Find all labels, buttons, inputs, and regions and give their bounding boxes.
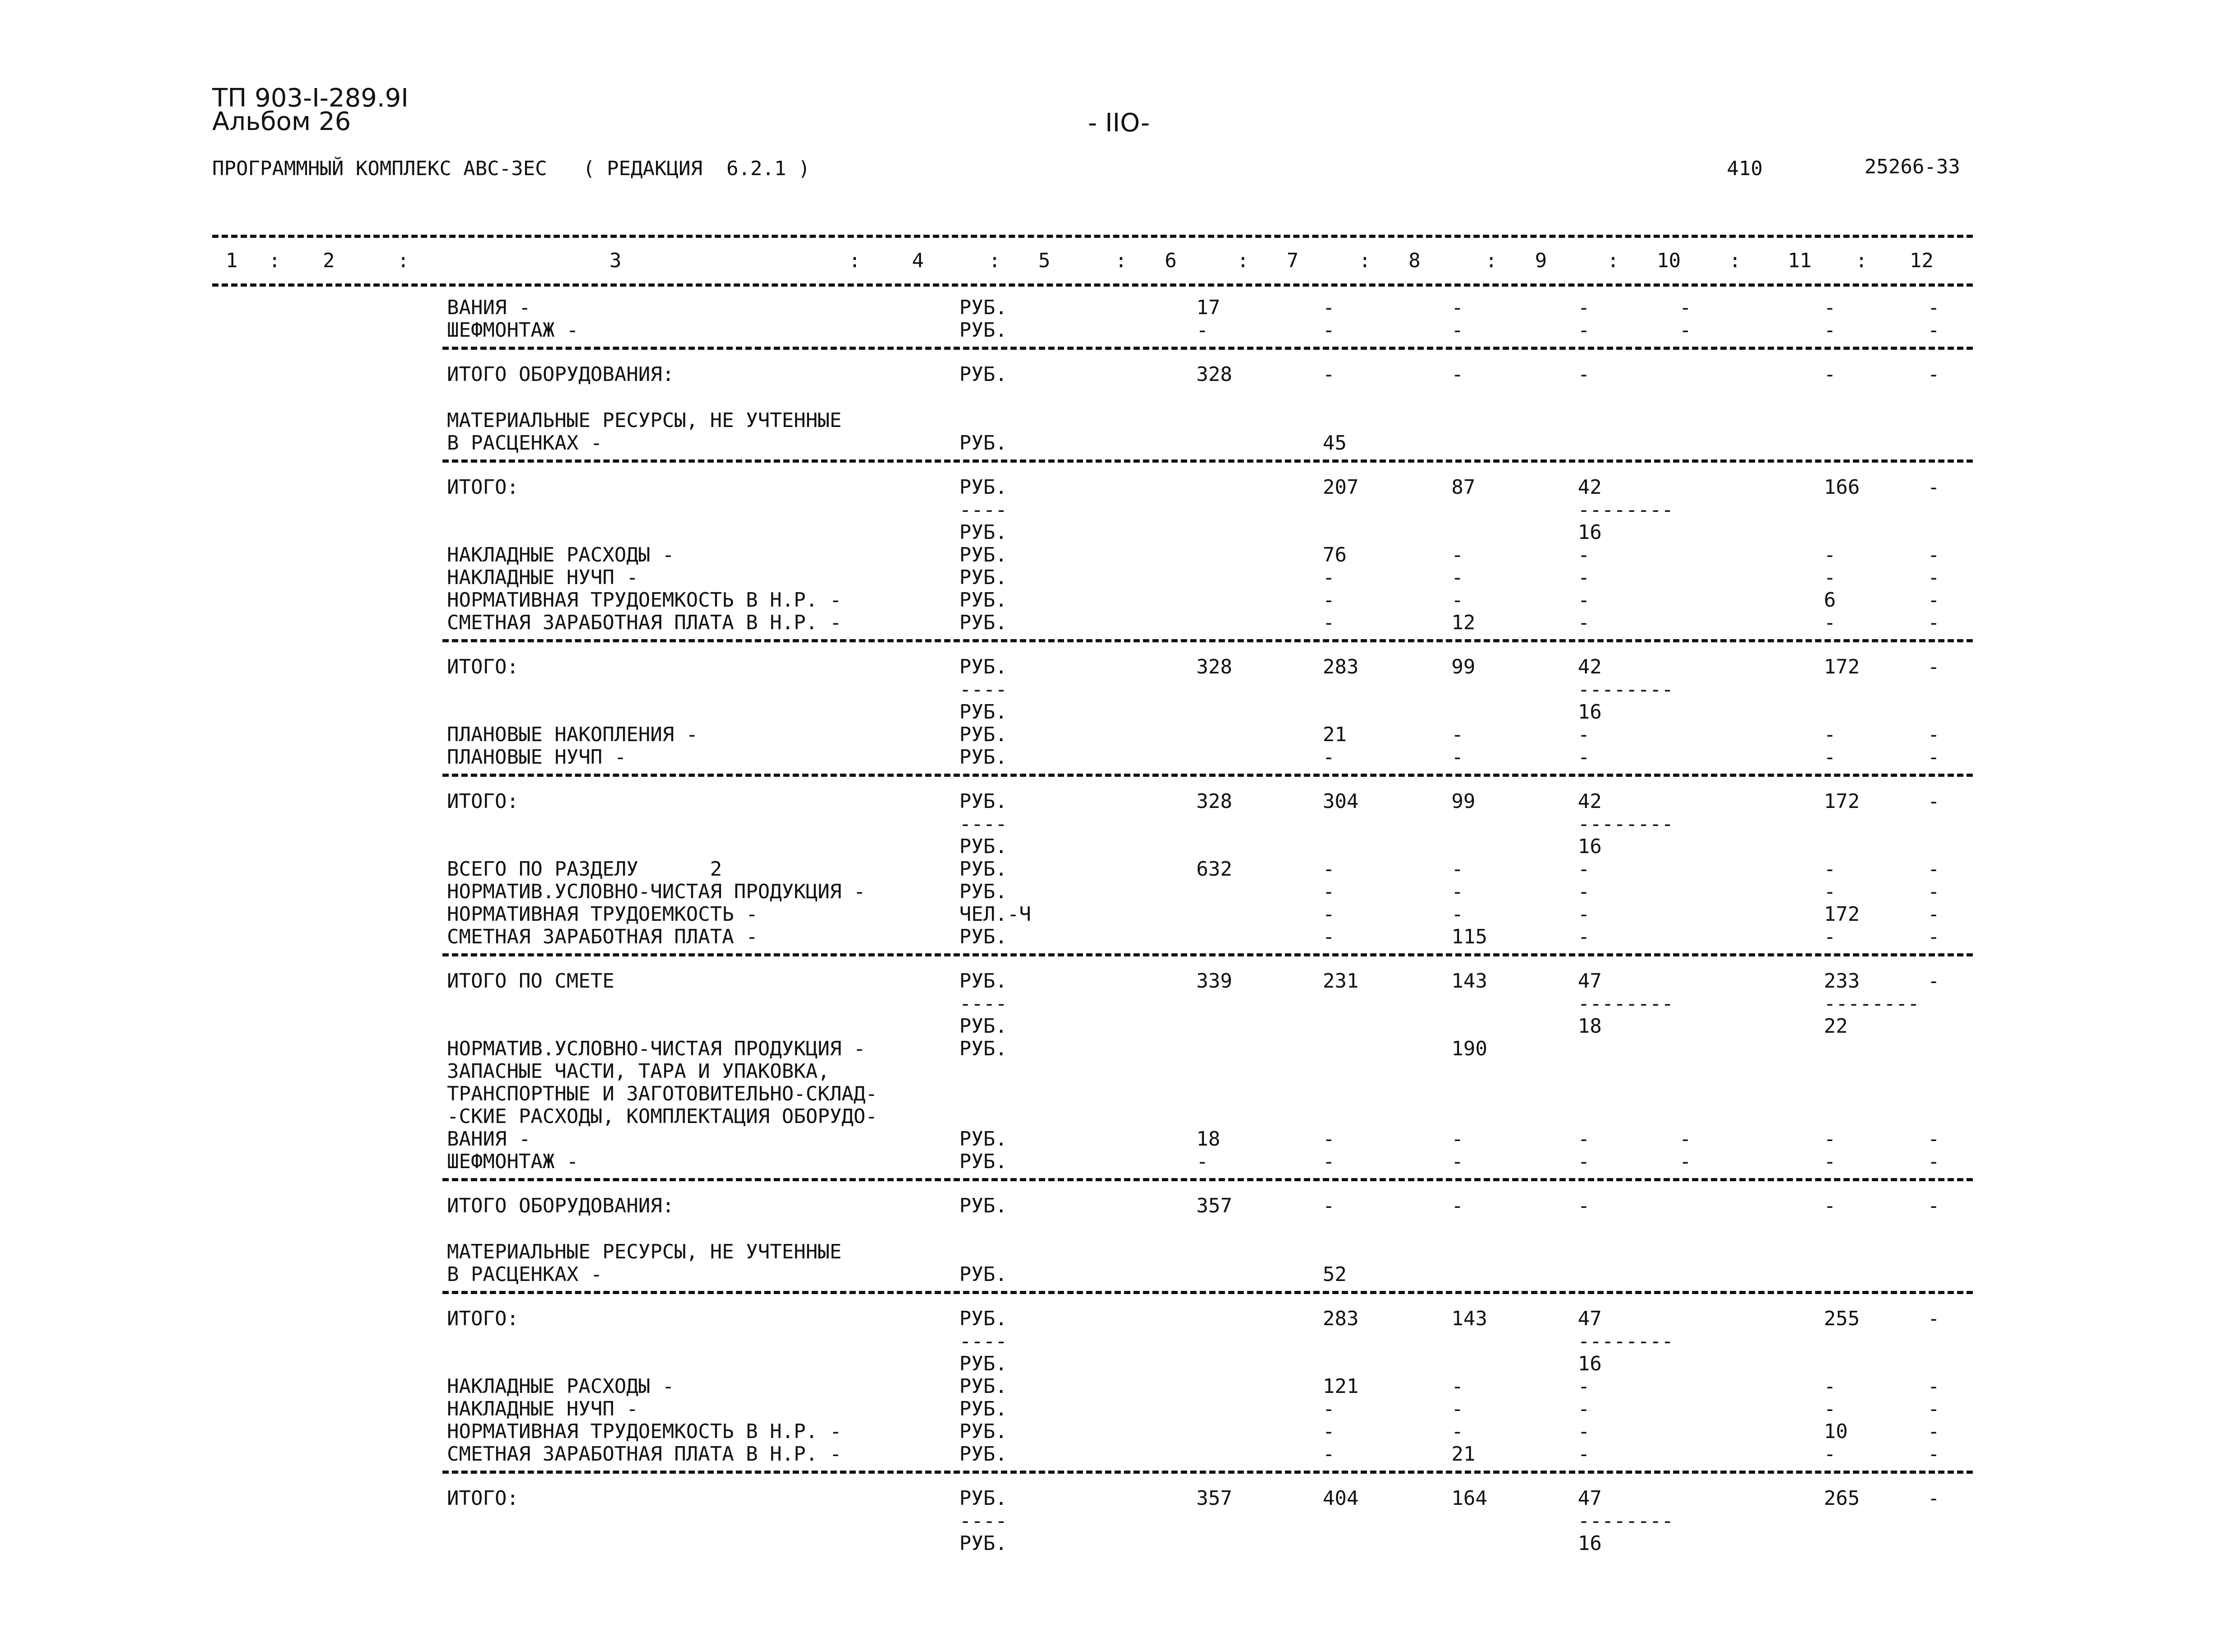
cell-col8: - — [1451, 363, 1464, 386]
row-unit: РУБ. — [959, 1397, 1007, 1420]
cell-col8: 164 — [1451, 1487, 1488, 1510]
cell-col11: 166 — [1824, 476, 1860, 499]
row-label: ТРАНСПОРТНЫЕ И ЗАГОТОВИТЕЛЬНО-СКЛАД- — [447, 1082, 878, 1105]
cell-col8: 190 — [1451, 1037, 1488, 1060]
cell-col7: - — [1323, 566, 1335, 589]
separator-rule — [442, 459, 1973, 463]
cell-col6: 328 — [1196, 655, 1232, 678]
row-unit: РУБ. — [959, 521, 1007, 544]
column-divider: : — [1855, 249, 1868, 272]
cell-col8: - — [1451, 1420, 1464, 1443]
cell-col8: - — [1451, 746, 1464, 769]
cell-col7: 207 — [1323, 476, 1359, 499]
sheet-number: 410 — [1727, 157, 1763, 180]
row-unit: РУБ. — [959, 1532, 1007, 1555]
cell-col7: - — [1323, 746, 1335, 769]
cell-col11: - — [1824, 1397, 1836, 1420]
row-unit: РУБ. — [959, 319, 1007, 342]
cell-col12: - — [1928, 970, 1940, 993]
row-label: НАКЛАДНЫЕ РАСХОДЫ - — [447, 543, 674, 566]
doc-code: ТП 903-I-289.9I — [212, 84, 409, 113]
cell-col9: -------- — [1578, 992, 1674, 1015]
cell-col7: - — [1323, 1420, 1335, 1443]
header-bottom-rule — [212, 283, 1973, 287]
row-label: НОРМАТИВНАЯ ТРУДОЕМКОСТЬ В Н.Р. - — [447, 589, 842, 612]
row-unit: РУБ. — [959, 1307, 1007, 1330]
row-unit: ---- — [959, 498, 1007, 521]
cell-col12: - — [1928, 319, 1940, 342]
cell-col11: 255 — [1824, 1307, 1860, 1330]
row-label: В РАСЦЕНКАХ - — [447, 432, 603, 455]
cell-col7: - — [1323, 858, 1335, 881]
cell-col12: - — [1928, 880, 1940, 903]
cell-col12: - — [1928, 611, 1940, 634]
cell-col12: - — [1928, 566, 1940, 589]
row-unit: РУБ. — [959, 925, 1007, 948]
cell-col9: - — [1578, 1128, 1590, 1151]
cell-col12: - — [1928, 1194, 1940, 1217]
cell-col8: - — [1451, 543, 1464, 566]
row-label: ПЛАНОВЫЕ НУЧП - — [447, 746, 627, 769]
row-label: НАКЛАДНЫЕ НУЧП - — [447, 566, 638, 589]
row-label: СМЕТНАЯ ЗАРАБОТНАЯ ПЛАТА - — [447, 925, 758, 948]
cell-col9: - — [1578, 1420, 1590, 1443]
cell-col9: 16 — [1578, 701, 1602, 724]
row-label: ИТОГО: — [447, 790, 519, 813]
row-unit: ---- — [959, 1509, 1007, 1532]
row-unit: РУБ. — [959, 1487, 1007, 1510]
cell-col9: 47 — [1578, 970, 1602, 993]
row-label: -СКИЕ РАСХОДЫ, КОМПЛЕКТАЦИЯ ОБОРУДО- — [447, 1105, 878, 1128]
cell-col12: - — [1928, 1150, 1940, 1173]
cell-col12: - — [1928, 1375, 1940, 1398]
column-header-4: 4 — [912, 249, 924, 272]
column-divider: : — [1485, 249, 1497, 272]
cell-col12: - — [1928, 363, 1940, 386]
row-unit: РУБ. — [959, 1375, 1007, 1398]
cell-col7: - — [1323, 589, 1335, 612]
cell-col12: - — [1928, 476, 1940, 499]
cell-col9: -------- — [1578, 812, 1674, 835]
row-label: ИТОГО ОБОРУДОВАНИЯ: — [447, 1194, 674, 1217]
row-unit: РУБ. — [959, 723, 1007, 746]
column-header-8: 8 — [1409, 249, 1421, 272]
cell-col9: 47 — [1578, 1487, 1602, 1510]
row-unit: РУБ. — [959, 296, 1007, 319]
cell-col9: - — [1578, 723, 1590, 746]
separator-rule — [442, 1291, 1973, 1294]
cell-col6: - — [1196, 319, 1209, 342]
column-header-7: 7 — [1287, 249, 1299, 272]
cell-col11: - — [1824, 566, 1836, 589]
cell-col8: 87 — [1451, 476, 1475, 499]
row-unit: ---- — [959, 812, 1007, 835]
cell-col9: - — [1578, 746, 1590, 769]
cell-col11: - — [1824, 1150, 1836, 1173]
cell-col8: - — [1451, 296, 1464, 319]
cell-col9: -------- — [1578, 1509, 1674, 1532]
column-divider: : — [849, 249, 861, 272]
cell-col12: - — [1928, 543, 1940, 566]
cell-col12: - — [1928, 1128, 1940, 1151]
cell-col7: - — [1323, 903, 1335, 926]
cell-col7: 45 — [1323, 432, 1347, 455]
row-label: НОРМАТИВ.УСЛОВНО-ЧИСТАЯ ПРОДУКЦИЯ - — [447, 880, 866, 903]
cell-col11: 10 — [1824, 1420, 1848, 1443]
doc-number: 25266-33 — [1864, 155, 1960, 178]
cell-col7: 21 — [1323, 723, 1347, 746]
cell-col8: - — [1451, 1375, 1464, 1398]
row-label: ШЕФМОНТАЖ - — [447, 319, 579, 342]
cell-col7: - — [1323, 1128, 1335, 1151]
cell-col8: - — [1451, 566, 1464, 589]
cell-col11: - — [1824, 1128, 1836, 1151]
row-label: НОРМАТИВНАЯ ТРУДОЕМКОСТЬ В Н.Р. - — [447, 1420, 842, 1443]
cell-col9: - — [1578, 1397, 1590, 1420]
column-header-10: 10 — [1657, 249, 1681, 272]
row-label: ИТОГО: — [447, 1307, 519, 1330]
cell-col8: - — [1451, 319, 1464, 342]
separator-rule — [442, 639, 1973, 642]
cell-col7: 121 — [1323, 1375, 1359, 1398]
cell-col12: - — [1928, 1443, 1940, 1466]
row-label: МАТЕРИАЛЬНЫЕ РЕСУРСЫ, НЕ УЧТЕННЫЕ — [447, 1240, 842, 1263]
row-label: ВАНИЯ - — [447, 296, 531, 319]
cell-col12: - — [1928, 790, 1940, 813]
row-label: НАКЛАДНЫЕ НУЧП - — [447, 1397, 638, 1420]
cell-col12: - — [1928, 723, 1940, 746]
row-label: ИТОГО: — [447, 476, 519, 499]
cell-col12: - — [1928, 858, 1940, 881]
cell-col7: - — [1323, 1443, 1335, 1466]
column-divider: : — [1237, 249, 1249, 272]
column-divider: : — [1729, 249, 1741, 272]
row-unit: РУБ. — [959, 1015, 1007, 1038]
cell-col9: 16 — [1578, 521, 1602, 544]
cell-col12: - — [1928, 1397, 1940, 1420]
cell-col9: 18 — [1578, 1015, 1602, 1038]
row-unit: РУБ. — [959, 835, 1007, 858]
cell-col6: 632 — [1196, 858, 1232, 881]
separator-rule — [442, 347, 1973, 350]
cell-col7: - — [1323, 1150, 1335, 1173]
cell-col7: - — [1323, 611, 1335, 634]
cell-col6: 17 — [1196, 296, 1220, 319]
page-number: - IIO- — [1088, 108, 1150, 138]
cell-col9: 16 — [1578, 1352, 1602, 1375]
cell-col11: - — [1824, 296, 1836, 319]
separator-rule — [442, 1178, 1973, 1181]
column-header-2: 2 — [323, 249, 335, 272]
row-unit: РУБ. — [959, 1420, 1007, 1443]
cell-col7: 76 — [1323, 543, 1347, 566]
column-header-9: 9 — [1535, 249, 1547, 272]
row-unit: РУБ. — [959, 1128, 1007, 1151]
cell-col12: - — [1928, 589, 1940, 612]
cell-col8: 99 — [1451, 790, 1475, 813]
cell-col7: - — [1323, 1397, 1335, 1420]
row-label: ЗАПАСНЫЕ ЧАСТИ, ТАРА И УПАКОВКА, — [447, 1060, 830, 1083]
cell-col6: 357 — [1196, 1487, 1232, 1510]
cell-col8: 143 — [1451, 1307, 1488, 1330]
cell-col6: 328 — [1196, 363, 1232, 386]
cell-col9: 16 — [1578, 1532, 1602, 1555]
cell-col12: - — [1928, 925, 1940, 948]
cell-col12: - — [1928, 903, 1940, 926]
row-label: МАТЕРИАЛЬНЫЕ РЕСУРСЫ, НЕ УЧТЕННЫЕ — [447, 409, 842, 432]
cell-col6: - — [1196, 1150, 1209, 1173]
row-unit: РУБ. — [959, 1263, 1007, 1286]
table-top-rule — [212, 235, 1973, 238]
row-unit: РУБ. — [959, 970, 1007, 993]
row-unit: РУБ. — [959, 880, 1007, 903]
cell-col8: - — [1451, 589, 1464, 612]
cell-col9: 42 — [1578, 790, 1602, 813]
cell-col10: - — [1679, 1150, 1692, 1173]
cell-col8: - — [1451, 1150, 1464, 1173]
row-unit: РУБ. — [959, 611, 1007, 634]
row-unit: ---- — [959, 1330, 1007, 1353]
cell-col9: 42 — [1578, 655, 1602, 678]
row-unit: РУБ. — [959, 655, 1007, 678]
cell-col7: 231 — [1323, 970, 1359, 993]
cell-col11: 22 — [1824, 1015, 1848, 1038]
row-unit: РУБ. — [959, 1352, 1007, 1375]
column-divider: : — [989, 249, 1001, 272]
row-unit: РУБ. — [959, 858, 1007, 881]
cell-col6: 339 — [1196, 970, 1232, 993]
cell-col11: - — [1824, 746, 1836, 769]
cell-col11: - — [1824, 1443, 1836, 1466]
column-divider: : — [1359, 249, 1371, 272]
row-label: ИТОГО ОБОРУДОВАНИЯ: — [447, 363, 674, 386]
row-label: ПЛАНОВЫЕ НАКОПЛЕНИЯ - — [447, 723, 698, 746]
cell-col6: 357 — [1196, 1194, 1232, 1217]
cell-col8: 21 — [1451, 1443, 1475, 1466]
row-unit: РУБ. — [959, 1150, 1007, 1173]
row-unit: РУБ. — [959, 476, 1007, 499]
cell-col8: - — [1451, 1194, 1464, 1217]
row-unit: РУБ. — [959, 1194, 1007, 1217]
cell-col9: - — [1578, 611, 1590, 634]
cell-col11: - — [1824, 319, 1836, 342]
cell-col8: - — [1451, 1397, 1464, 1420]
cell-col11: 233 — [1824, 970, 1860, 993]
cell-col9: - — [1578, 1150, 1590, 1173]
row-unit: РУБ. — [959, 1443, 1007, 1466]
program-title: ПРОГРАММНЫЙ КОМПЛЕКС АВС-3ЕС ( РЕДАКЦИЯ 6.2.1 ) — [212, 157, 810, 180]
row-unit: ---- — [959, 678, 1007, 701]
row-unit: РУБ. — [959, 701, 1007, 724]
cell-col11: - — [1824, 723, 1836, 746]
row-label: ИТОГО: — [447, 655, 519, 678]
row-label: ВСЕГО ПО РАЗДЕЛУ 2 — [447, 858, 722, 881]
column-header-11: 11 — [1788, 249, 1812, 272]
row-unit: РУБ. — [959, 790, 1007, 813]
row-label: ШЕФМОНТАЖ - — [447, 1150, 579, 1173]
row-unit: РУБ. — [959, 746, 1007, 769]
cell-col7: - — [1323, 319, 1335, 342]
cell-col9: -------- — [1578, 1330, 1674, 1353]
cell-col7: - — [1323, 925, 1335, 948]
cell-col6: 18 — [1196, 1128, 1220, 1151]
cell-col12: - — [1928, 655, 1940, 678]
cell-col11: - — [1824, 611, 1836, 634]
row-label: ВАНИЯ - — [447, 1128, 531, 1151]
column-divider: : — [269, 249, 281, 272]
cell-col12: - — [1928, 1307, 1940, 1330]
row-label: НАКЛАДНЫЕ РАСХОДЫ - — [447, 1375, 674, 1398]
cell-col9: - — [1578, 1375, 1590, 1398]
cell-col8: - — [1451, 903, 1464, 926]
cell-col11: - — [1824, 1194, 1836, 1217]
cell-col12: - — [1928, 1420, 1940, 1443]
row-unit: РУБ. — [959, 589, 1007, 612]
cell-col9: - — [1578, 363, 1590, 386]
cell-col9: - — [1578, 858, 1590, 881]
cell-col9: - — [1578, 903, 1590, 926]
row-unit: РУБ. — [959, 1037, 1007, 1060]
cell-col8: - — [1451, 880, 1464, 903]
row-unit: РУБ. — [959, 566, 1007, 589]
cell-col11: 172 — [1824, 790, 1860, 813]
cell-col11: 172 — [1824, 903, 1860, 926]
cell-col9: 47 — [1578, 1307, 1602, 1330]
column-header-3: 3 — [609, 249, 622, 272]
cell-col8: 99 — [1451, 655, 1475, 678]
cell-col9: - — [1578, 296, 1590, 319]
cell-col8: - — [1451, 723, 1464, 746]
cell-col9: 42 — [1578, 476, 1602, 499]
row-label: СМЕТНАЯ ЗАРАБОТНАЯ ПЛАТА В Н.Р. - — [447, 1443, 842, 1466]
row-label: ИТОГО ПО СМЕТЕ — [447, 970, 614, 993]
cell-col9: - — [1578, 589, 1590, 612]
separator-rule — [442, 953, 1973, 956]
row-unit: ЧЕЛ.-Ч — [959, 903, 1031, 926]
column-header-6: 6 — [1165, 249, 1177, 272]
cell-col9: - — [1578, 543, 1590, 566]
row-label: СМЕТНАЯ ЗАРАБОТНАЯ ПЛАТА В Н.Р. - — [447, 611, 842, 634]
cell-col9: - — [1578, 319, 1590, 342]
cell-col11: - — [1824, 543, 1836, 566]
cell-col8: - — [1451, 858, 1464, 881]
row-unit: ---- — [959, 992, 1007, 1015]
cell-col12: - — [1928, 746, 1940, 769]
cell-col9: -------- — [1578, 498, 1674, 521]
cell-col11: - — [1824, 858, 1836, 881]
row-unit: РУБ. — [959, 432, 1007, 455]
cell-col11: 265 — [1824, 1487, 1860, 1510]
cell-col11: - — [1824, 925, 1836, 948]
cell-col11: 172 — [1824, 655, 1860, 678]
row-label: НОРМАТИВНАЯ ТРУДОЕМКОСТЬ - — [447, 903, 758, 926]
cell-col8: 12 — [1451, 611, 1475, 634]
separator-rule — [442, 1471, 1973, 1474]
cell-col7: - — [1323, 296, 1335, 319]
cell-col11: - — [1824, 880, 1836, 903]
cell-col9: 16 — [1578, 835, 1602, 858]
cell-col10: - — [1679, 1128, 1692, 1151]
cell-col7: 304 — [1323, 790, 1359, 813]
cell-col9: -------- — [1578, 678, 1674, 701]
column-divider: : — [1607, 249, 1619, 272]
cell-col10: - — [1679, 296, 1692, 319]
cell-col11: 6 — [1824, 589, 1836, 612]
column-header-5: 5 — [1038, 249, 1051, 272]
cell-col9: - — [1578, 1194, 1590, 1217]
cell-col9: - — [1578, 566, 1590, 589]
row-label: В РАСЦЕНКАХ - — [447, 1263, 603, 1286]
cell-col8: 143 — [1451, 970, 1488, 993]
album-label: Альбом 26 — [212, 107, 351, 136]
cell-col7: 404 — [1323, 1487, 1359, 1510]
cell-col12: - — [1928, 296, 1940, 319]
cell-col9: - — [1578, 925, 1590, 948]
row-label: НОРМАТИВ.УСЛОВНО-ЧИСТАЯ ПРОДУКЦИЯ - — [447, 1037, 866, 1060]
cell-col11: -------- — [1824, 992, 1920, 1015]
row-unit: РУБ. — [959, 363, 1007, 386]
cell-col11: - — [1824, 363, 1836, 386]
cell-col8: 115 — [1451, 925, 1488, 948]
cell-col10: - — [1679, 319, 1692, 342]
row-label: ИТОГО: — [447, 1487, 519, 1510]
column-divider: : — [1115, 249, 1127, 272]
row-unit: РУБ. — [959, 543, 1007, 566]
cell-col7: - — [1323, 1194, 1335, 1217]
cell-col8: - — [1451, 1128, 1464, 1151]
cell-col7: - — [1323, 880, 1335, 903]
column-divider: : — [397, 249, 409, 272]
cell-col11: - — [1824, 1375, 1836, 1398]
cell-col7: - — [1323, 363, 1335, 386]
cell-col12: - — [1928, 1487, 1940, 1510]
column-header-12: 12 — [1910, 249, 1934, 272]
cell-col9: - — [1578, 880, 1590, 903]
separator-rule — [442, 774, 1973, 777]
column-header-1: 1 — [226, 249, 238, 272]
cell-col6: 328 — [1196, 790, 1232, 813]
cell-col7: 283 — [1323, 1307, 1359, 1330]
cell-col7: 283 — [1323, 655, 1359, 678]
cell-col9: - — [1578, 1443, 1590, 1466]
cell-col7: 52 — [1323, 1263, 1347, 1286]
